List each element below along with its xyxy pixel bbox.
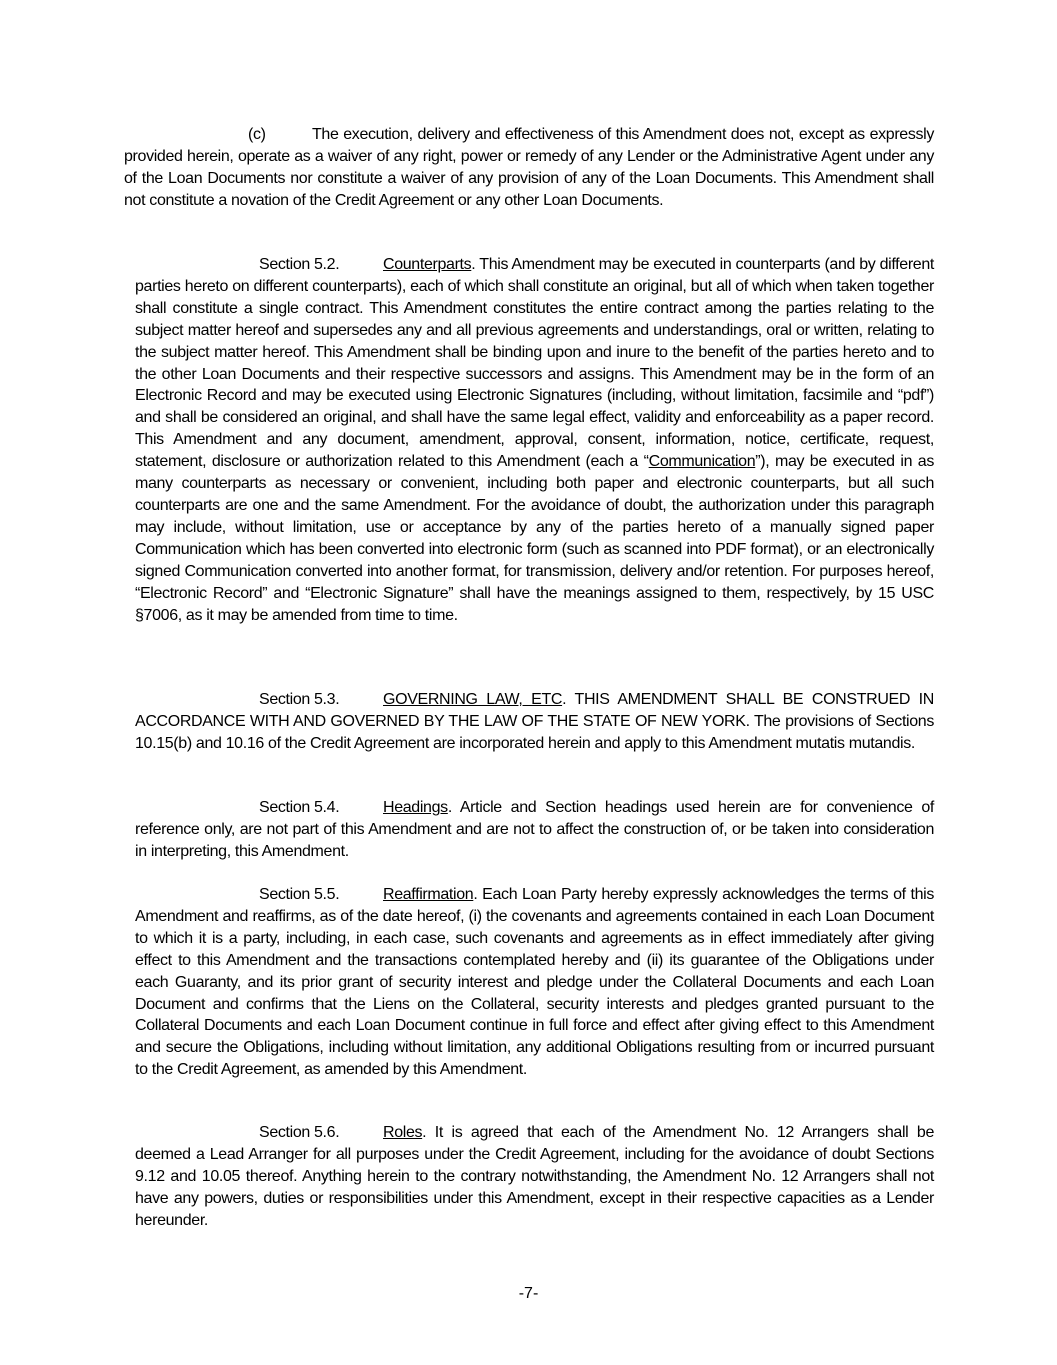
section-text: . THIS AMENDMENT SHALL BE CONSTRUED IN ACCORDANCE WITH AND GOVERNED BY THE LAW OF THE STATE OF NEW YORK. The provisions of Sections 10.15(b) and 10.16 of the Credit Agreement are incorporated herein and apply to this Amendment mutatis mutandis. bbox=[135, 691, 934, 752]
section-text: . Article and Section headings used herein are for convenience of reference only, are not part of this Amendment and are not to affect the construction of, or be taken into consideration in interpreting, this Amendment. bbox=[135, 799, 934, 860]
section-text: . It is agreed that each of the Amendment No. 12 Arrangers shall be deemed a Lead Arranger for all purposes under the Credit Agreement, including for the avoidance of doubt Sections 9.12 and 10.05 thereof. Anything herein to the contrary notwithstanding, the Amendment No. 12 Arrangers shall not have any powers, duties or responsibilities under this Amendment, except in their respective capacities as a Lender hereunder. bbox=[135, 1124, 934, 1229]
section-heading: Headings bbox=[383, 799, 448, 816]
page-number: -7- bbox=[518, 1285, 539, 1302]
paragraph-c bbox=[124, 124, 934, 212]
paragraph-marker: (c) bbox=[248, 126, 266, 143]
section-5-3 bbox=[135, 689, 934, 755]
section-heading: Reaffirmation bbox=[383, 886, 474, 903]
section-heading: Roles bbox=[383, 1124, 423, 1141]
section-5-4 bbox=[135, 797, 934, 863]
section-heading: Counterparts bbox=[383, 256, 472, 273]
section-number: Section 5.6. bbox=[259, 1124, 340, 1141]
section-5-5 bbox=[135, 884, 934, 1081]
section-text: . This Amendment may be executed in counterparts (and by different parties hereto on different counterparts), each of which shall constitute an original, but all of which when taken together shall constitute a single contract. This Amendment constitutes the entire contract among the parties relating to the subject matter hereof and supersedes any and all previous agreements and understandings, oral or written, relating to the subject matter hereof. This Amendment shall be binding upon and inure to the benefit of the parties hereto and to the other Loan Documents and their respective successors and assigns. This Amendment may be in the form of an Electronic Record and may be executed using Electronic Signatures (including, without limitation, facsimile and “pdf”) and shall be considered an original, and shall have the same legal effect, validity and enforceability as a paper record. This Amendment and any document, amendment, approval, consent, information, notice, certificate, request, statement, disclosure or authorization related to this Amendment (each a “ bbox=[135, 256, 934, 471]
section-number: Section 5.5. bbox=[259, 886, 340, 903]
section-5-6 bbox=[135, 1122, 934, 1232]
section-5-2 bbox=[135, 254, 934, 626]
defined-term: Communication bbox=[648, 453, 756, 471]
section-number: Section 5.2. bbox=[259, 256, 340, 273]
section-text: . Each Loan Party hereby expressly acknowledges the terms of this Amendment and reaffirms, as of the date hereof, (i) the covenants and agreements contained in each Loan Document to which it is a party, including, in each case, such covenants and agreements as in effect immediately after giving effect to this Amendment and the transactions contemplated hereby and (ii) its guarantee of the Obligations under each Guaranty, and its prior grant of security interest and pledge under the Collateral Documents and each Loan Document and confirms that the Liens on the Collateral, security interests and pledges granted pursuant to the Collateral Documents and each Loan Document continue in full force and effect after giving effect to this Amendment and secure the Obligations, including without limitation, any additional Obligations resulting from or incurred pursuant to the Credit Agreement, as amended by this Amendment. bbox=[135, 886, 934, 1079]
paragraph-text: The execution, delivery and effectiveness of this Amendment does not, except as expressly provided herein, operate as a waiver of any right, power or remedy of any Lender or the Administrative Agent under any of the Loan Documents nor constitute a waiver of any provision of any of the Loan Documents. This Amendment shall not constitute a novation of the Credit Agreement or any other Loan Documents. bbox=[124, 126, 934, 209]
section-number: Section 5.3. bbox=[259, 691, 340, 708]
section-text-continued: ”), may be executed in as many counterparts as necessary or convenient, including both paper and electronic counterparts, but all such counterparts are one and the same Amendment. For the avoidance of doubt, the authorization under this paragraph may include, without limitation, use or acceptance by any of the parties hereto of a manually signed paper Communication which has been converted into electronic form (such as scanned into PDF format), or an electronically signed Communication converted into another format, for transmission, delivery and/or retention. For purposes hereof, “Electronic Record” and “Electronic Signature” shall have the meanings assigned to them, respectively, by 15 USC §7006, as it may be amended from time to time. bbox=[135, 453, 934, 624]
section-heading: GOVERNING LAW, ETC bbox=[383, 691, 563, 708]
section-number: Section 5.4. bbox=[259, 799, 340, 816]
